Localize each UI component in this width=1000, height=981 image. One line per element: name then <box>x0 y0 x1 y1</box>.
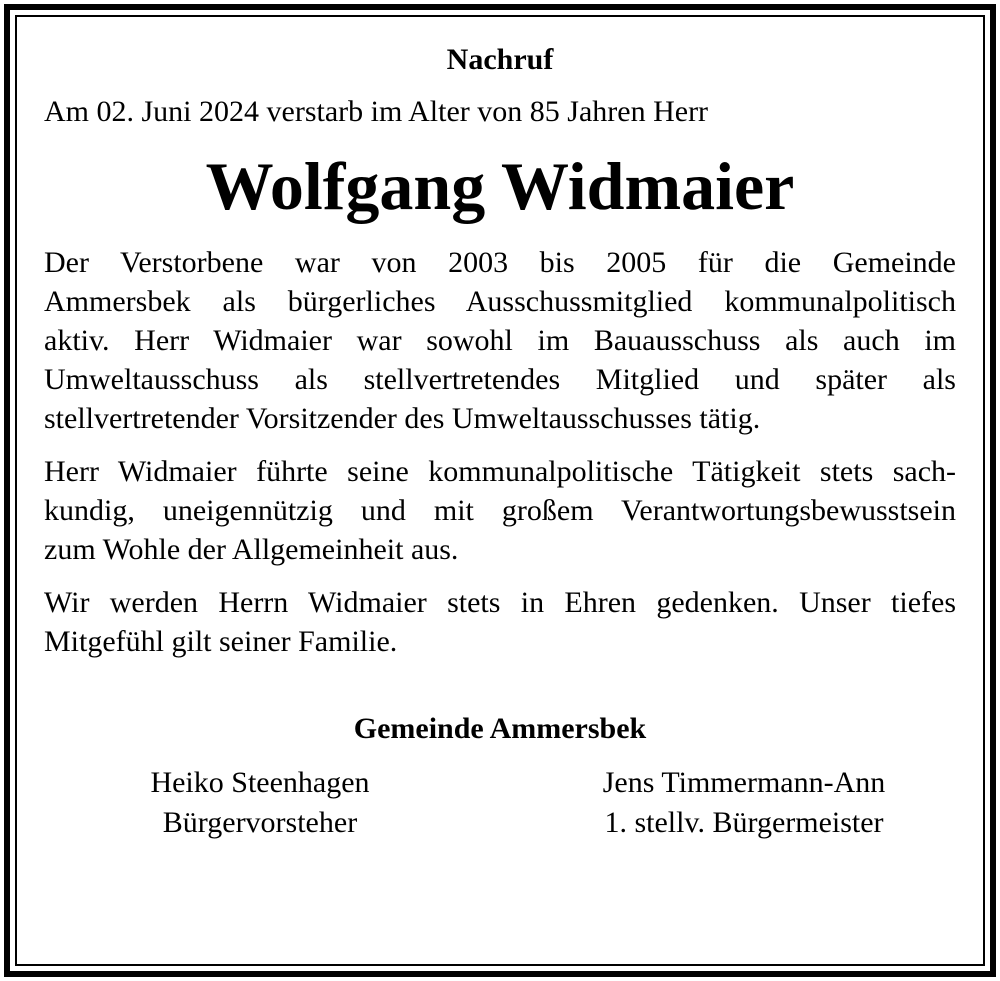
signatory-right <box>574 763 914 843</box>
paragraph-line: Herr Widmaier führte seine kommunalpolitische Tätigkeit stets sach- <box>44 455 956 488</box>
paragraph-line: kundig, uneigennützig und mit großem Verantwortungsbewusstsein <box>44 494 956 527</box>
paragraph-tribute <box>44 452 956 569</box>
paragraph-line: Ammersbek als bürgerliches Ausschussmitglied kommunalpolitisch <box>44 285 956 318</box>
paragraph-condolence <box>44 583 956 661</box>
signatory-left <box>104 763 416 843</box>
paragraph-line: Mitgefühl gilt seiner Familie. <box>44 625 398 658</box>
signatory-name: Heiko Steenhagen <box>150 766 370 799</box>
deceased-name: Wolfgang Widmaier <box>205 148 795 224</box>
paragraph-line: stellvertretender Vorsitzender des Umweltausschusses tätig. <box>44 402 761 435</box>
paragraph-line: Der Verstorbene war von 2003 bis 2005 für die Gemeinde <box>44 246 956 279</box>
paragraph-line: Wir werden Herrn Widmaier stets in Ehren gedenken. Unser tiefes <box>44 586 956 619</box>
paragraph-service <box>44 243 956 438</box>
notice-heading: Nachruf <box>446 43 554 76</box>
signatory-title: Bürgervorsteher <box>162 806 358 839</box>
signatory-title: 1. stellv. Bürgermeister <box>604 806 884 839</box>
paragraph-line: zum Wohle der Allgemeinheit aus. <box>44 533 459 566</box>
paragraph-line: aktiv. Herr Widmaier war sowohl im Bauausschuss als auch im <box>44 324 956 357</box>
obituary-notice <box>44 40 956 843</box>
organization-name: Gemeinde Ammersbek <box>353 712 647 745</box>
signatory-name: Jens Timmermann-Ann <box>602 766 886 799</box>
signatories <box>44 763 956 843</box>
paragraph-line: Umweltausschuss als stellvertretendes Mitglied und später als <box>44 363 956 396</box>
intro-text: Am 02. Juni 2024 verstarb im Alter von 85 Jahren Herr <box>44 95 709 128</box>
